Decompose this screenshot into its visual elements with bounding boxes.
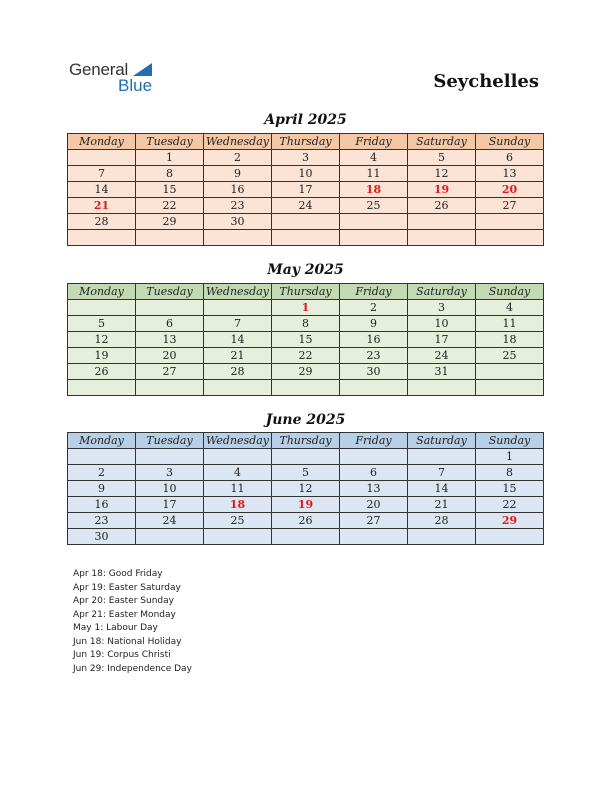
empty-day-cell — [408, 214, 476, 230]
day-cell: 12 — [68, 332, 136, 348]
day-cell: 21 — [408, 497, 476, 513]
weekday-header-monday: Monday — [68, 433, 136, 449]
day-cell: 13 — [476, 166, 544, 182]
week-row — [68, 465, 544, 481]
day-cell: 30 — [204, 214, 272, 230]
day-cell: 26 — [68, 364, 136, 380]
day-cell: 12 — [272, 481, 340, 497]
empty-day-cell — [204, 449, 272, 465]
day-cell: 8 — [272, 316, 340, 332]
month-title-april: April 2025 — [264, 112, 347, 128]
day-cell: 6 — [340, 465, 408, 481]
weekday-header-tuesday: Tuesday — [136, 284, 204, 300]
week-row — [68, 214, 544, 230]
empty-day-cell — [136, 380, 204, 396]
empty-day-cell — [408, 230, 476, 246]
day-cell: 12 — [408, 166, 476, 182]
weekday-header-wednesday: Wednesday — [204, 134, 272, 150]
empty-day-cell — [476, 230, 544, 246]
empty-day-cell — [476, 380, 544, 396]
generalblue-logo — [69, 60, 159, 96]
weekday-header-tuesday: Tuesday — [136, 134, 204, 150]
day-cell: 7 — [204, 316, 272, 332]
day-cell: 9 — [68, 481, 136, 497]
week-row — [68, 364, 544, 380]
day-cell: 26 — [272, 513, 340, 529]
logo-text-general: General — [69, 60, 129, 79]
day-cell: 14 — [68, 182, 136, 198]
week-row — [68, 182, 544, 198]
holiday-item: May 1: Labour Day — [73, 623, 158, 633]
day-cell: 17 — [136, 497, 204, 513]
holiday-item: Apr 20: Easter Sunday — [73, 596, 174, 606]
weekday-header-row — [68, 134, 544, 150]
empty-day-cell — [476, 529, 544, 545]
week-row — [68, 230, 544, 246]
empty-day-cell — [340, 214, 408, 230]
day-cell: 21 — [204, 348, 272, 364]
empty-day-cell — [476, 364, 544, 380]
day-cell: 5 — [68, 316, 136, 332]
day-cell: 3 — [272, 150, 340, 166]
day-cell: 8 — [136, 166, 204, 182]
week-row — [68, 497, 544, 513]
day-cell: 28 — [68, 214, 136, 230]
day-cell: 25 — [204, 513, 272, 529]
day-cell: 13 — [340, 481, 408, 497]
weekday-header-tuesday: Tuesday — [136, 433, 204, 449]
weekday-header-saturday: Saturday — [408, 284, 476, 300]
day-cell: 16 — [204, 182, 272, 198]
day-cell: 28 — [408, 513, 476, 529]
day-cell: 19 — [272, 497, 340, 513]
holiday-item: Jun 18: National Holiday — [73, 636, 182, 647]
day-cell: 10 — [136, 481, 204, 497]
holiday-item: Apr 19: Easter Saturday — [73, 582, 181, 593]
weekday-header-thursday: Thursday — [272, 284, 340, 300]
day-cell: 9 — [204, 166, 272, 182]
day-cell: 25 — [340, 198, 408, 214]
week-row — [68, 513, 544, 529]
day-cell: 1 — [476, 449, 544, 465]
empty-day-cell — [136, 300, 204, 316]
day-cell: 23 — [68, 513, 136, 529]
country-title: Seychelles — [433, 71, 539, 92]
week-row — [68, 300, 544, 316]
day-cell: 22 — [476, 497, 544, 513]
weekday-header-saturday: Saturday — [408, 433, 476, 449]
day-cell: 18 — [340, 182, 408, 198]
weekday-header-monday: Monday — [68, 134, 136, 150]
day-cell: 24 — [408, 348, 476, 364]
empty-day-cell — [68, 449, 136, 465]
weekday-header-wednesday: Wednesday — [204, 433, 272, 449]
weekday-header-row — [68, 433, 544, 449]
weekday-header-wednesday: Wednesday — [204, 284, 272, 300]
day-cell: 11 — [340, 166, 408, 182]
week-row — [68, 481, 544, 497]
day-cell: 2 — [340, 300, 408, 316]
week-row — [68, 348, 544, 364]
day-cell: 28 — [204, 364, 272, 380]
day-cell: 4 — [204, 465, 272, 481]
week-row — [68, 316, 544, 332]
day-cell: 5 — [272, 465, 340, 481]
weekday-header-row — [68, 284, 544, 300]
calendar-april — [67, 133, 544, 246]
empty-day-cell — [272, 380, 340, 396]
empty-day-cell — [204, 529, 272, 545]
week-row — [68, 529, 544, 545]
empty-day-cell — [408, 449, 476, 465]
empty-day-cell — [272, 214, 340, 230]
day-cell: 3 — [136, 465, 204, 481]
week-row — [68, 332, 544, 348]
empty-day-cell — [272, 230, 340, 246]
day-cell: 1 — [136, 150, 204, 166]
weekday-header-monday: Monday — [68, 284, 136, 300]
day-cell: 18 — [476, 332, 544, 348]
weekday-header-thursday: Thursday — [272, 134, 340, 150]
day-cell: 19 — [68, 348, 136, 364]
empty-day-cell — [340, 449, 408, 465]
empty-day-cell — [340, 529, 408, 545]
weekday-header-saturday: Saturday — [408, 134, 476, 150]
empty-day-cell — [204, 380, 272, 396]
day-cell: 17 — [408, 332, 476, 348]
calendar-may — [67, 283, 544, 396]
weekday-header-sunday: Sunday — [476, 433, 544, 449]
calendar-june — [67, 432, 544, 545]
day-cell: 23 — [340, 348, 408, 364]
day-cell: 9 — [340, 316, 408, 332]
day-cell: 21 — [68, 198, 136, 214]
day-cell: 22 — [272, 348, 340, 364]
logo-triangle-icon — [133, 63, 152, 76]
week-row — [68, 380, 544, 396]
day-cell: 5 — [408, 150, 476, 166]
empty-day-cell — [68, 150, 136, 166]
week-row — [68, 449, 544, 465]
month-title-may: May 2025 — [267, 262, 344, 278]
week-row — [68, 150, 544, 166]
empty-day-cell — [476, 214, 544, 230]
day-cell: 16 — [68, 497, 136, 513]
day-cell: 17 — [272, 182, 340, 198]
day-cell: 18 — [204, 497, 272, 513]
day-cell: 7 — [408, 465, 476, 481]
day-cell: 30 — [68, 529, 136, 545]
weekday-header-thursday: Thursday — [272, 433, 340, 449]
day-cell: 25 — [476, 348, 544, 364]
day-cell: 22 — [136, 198, 204, 214]
weekday-header-friday: Friday — [340, 284, 408, 300]
day-cell: 2 — [204, 150, 272, 166]
day-cell: 15 — [476, 481, 544, 497]
day-cell: 20 — [340, 497, 408, 513]
empty-day-cell — [136, 449, 204, 465]
day-cell: 31 — [408, 364, 476, 380]
day-cell: 27 — [476, 198, 544, 214]
day-cell: 10 — [272, 166, 340, 182]
weekday-header-sunday: Sunday — [476, 284, 544, 300]
empty-day-cell — [340, 230, 408, 246]
day-cell: 27 — [340, 513, 408, 529]
day-cell: 11 — [204, 481, 272, 497]
day-cell: 8 — [476, 465, 544, 481]
day-cell: 24 — [136, 513, 204, 529]
day-cell: 4 — [340, 150, 408, 166]
day-cell: 20 — [136, 348, 204, 364]
day-cell: 15 — [272, 332, 340, 348]
day-cell: 20 — [476, 182, 544, 198]
day-cell: 30 — [340, 364, 408, 380]
empty-day-cell — [272, 529, 340, 545]
day-cell: 16 — [340, 332, 408, 348]
day-cell: 27 — [136, 364, 204, 380]
day-cell: 4 — [476, 300, 544, 316]
month-title-june: June 2025 — [265, 412, 346, 428]
empty-day-cell — [340, 380, 408, 396]
day-cell: 19 — [408, 182, 476, 198]
day-cell: 2 — [68, 465, 136, 481]
empty-day-cell — [204, 230, 272, 246]
weekday-header-friday: Friday — [340, 433, 408, 449]
week-row — [68, 198, 544, 214]
day-cell: 14 — [204, 332, 272, 348]
day-cell: 14 — [408, 481, 476, 497]
empty-day-cell — [68, 230, 136, 246]
weekday-header-sunday: Sunday — [476, 134, 544, 150]
day-cell: 3 — [408, 300, 476, 316]
empty-day-cell — [68, 380, 136, 396]
holiday-item: Apr 18: Good Friday — [73, 569, 163, 579]
day-cell: 1 — [272, 300, 340, 316]
holiday-item: Jun 19: Corpus Christi — [73, 650, 171, 660]
day-cell: 10 — [408, 316, 476, 332]
day-cell: 24 — [272, 198, 340, 214]
day-cell: 29 — [272, 364, 340, 380]
day-cell: 29 — [136, 214, 204, 230]
holiday-item: Apr 21: Easter Monday — [73, 609, 176, 620]
empty-day-cell — [204, 300, 272, 316]
logo-text-blue: Blue — [118, 76, 153, 95]
weekday-header-friday: Friday — [340, 134, 408, 150]
day-cell: 15 — [136, 182, 204, 198]
day-cell: 13 — [136, 332, 204, 348]
holiday-item: Jun 29: Independence Day — [73, 663, 192, 674]
empty-day-cell — [136, 230, 204, 246]
empty-day-cell — [272, 449, 340, 465]
week-row — [68, 166, 544, 182]
day-cell: 6 — [476, 150, 544, 166]
day-cell: 7 — [68, 166, 136, 182]
day-cell: 26 — [408, 198, 476, 214]
empty-day-cell — [408, 529, 476, 545]
day-cell: 11 — [476, 316, 544, 332]
holiday-list — [73, 568, 192, 676]
empty-day-cell — [408, 380, 476, 396]
empty-day-cell — [68, 300, 136, 316]
day-cell: 23 — [204, 198, 272, 214]
empty-day-cell — [136, 529, 204, 545]
day-cell: 6 — [136, 316, 204, 332]
day-cell: 29 — [476, 513, 544, 529]
